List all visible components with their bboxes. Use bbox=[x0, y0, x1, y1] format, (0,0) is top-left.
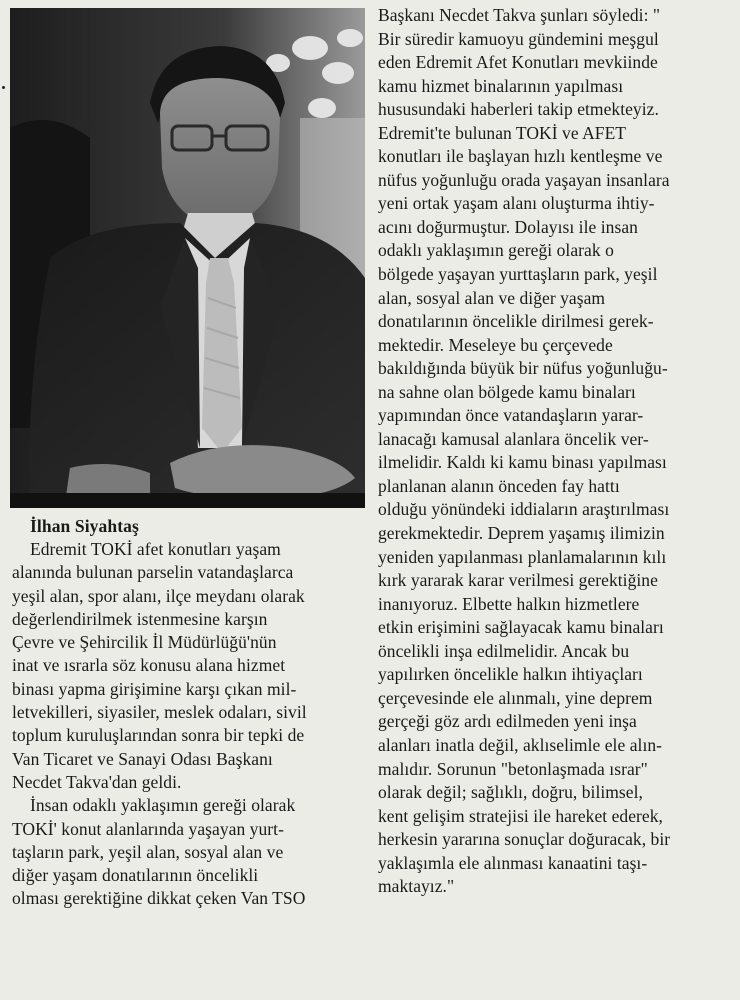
print-speck bbox=[2, 86, 5, 89]
text-line: yapılırken öncelikle halkın ihtiyaçları bbox=[378, 664, 643, 685]
text-line: olarak değil; sağlıklı, doğru, bilimsel, bbox=[378, 782, 643, 803]
article-paragraph-1 bbox=[12, 538, 364, 794]
text-line: hususundaki haberleri takip etmekteyiz. bbox=[378, 99, 659, 120]
article-paragraph-3 bbox=[378, 4, 730, 899]
text-line: İnsan odaklı yaklaşımın gereği olarak bbox=[30, 795, 296, 816]
text-line: yaklaşımla ele alınması kanaatini taşı- bbox=[378, 852, 648, 873]
text-line: olması gerektiğine dikkat çeken Van TSO bbox=[12, 888, 306, 909]
text-line: maktayız." bbox=[378, 876, 455, 897]
text-line: Başkanı Necdet Takva şunları söyledi: " bbox=[378, 5, 661, 25]
left-column bbox=[12, 514, 364, 911]
text-line: donatılarının öncelikle dirilmesi gerek- bbox=[378, 311, 654, 332]
text-line: alan, sosyal alan ve diğer yaşam bbox=[378, 287, 606, 308]
text-line: eden Edremit Afet Konutları mevkiinde bbox=[378, 52, 658, 73]
text-line: odaklı yaklaşımın gereği olarak o bbox=[378, 240, 614, 261]
text-line: Edremit TOKİ afet konutları yaşam bbox=[30, 539, 281, 559]
text-line: mektedir. Meseleye bu çerçevede bbox=[378, 334, 613, 355]
text-line: diğer yaşam donatılarının öncelikli bbox=[12, 865, 259, 886]
text-line: na sahne olan bölgede kamu binaları bbox=[378, 381, 636, 402]
text-line: toplum kuruluşlarından sonra bir tepki de bbox=[12, 725, 305, 746]
text-line: binası yapma girişimine karşı çıkan mil- bbox=[12, 678, 297, 699]
text-line: yapımından önce vatandaşların yarar- bbox=[378, 405, 644, 426]
text-line: taşların park, yeşil alan, sosyal alan ve bbox=[12, 841, 284, 862]
text-line: Edremit'te bulunan TOKİ ve AFET bbox=[378, 122, 627, 143]
text-line: Van Ticaret ve Sanayi Odası Başkanı bbox=[12, 748, 273, 769]
text-line: ilmelidir. Kaldı ki kamu binası yapılması bbox=[378, 452, 667, 473]
text-line: letvekilleri, siyasiler, meslek odaları, sivil bbox=[12, 702, 307, 723]
text-line: bakıldığında büyük bir nüfus yoğunluğu- bbox=[378, 358, 668, 379]
text-line: yeni ortak yaşam alanı oluşturma ihtiy- bbox=[378, 193, 655, 214]
article-paragraph-2 bbox=[12, 794, 364, 910]
text-line: malıdır. Sorunun "betonlaşmada ısrar" bbox=[378, 758, 648, 779]
text-line: inanıyoruz. Elbette halkın hizmetlere bbox=[378, 593, 640, 614]
text-line: yeşil alan, spor alanı, ilçe meydanı olarak bbox=[12, 585, 305, 606]
text-line: herkesin yararına sonuçlar doğuracak, bir bbox=[378, 829, 671, 850]
text-line: gerçeği göz ardı edilmeden yeni inşa bbox=[378, 711, 637, 732]
text-line: konutları ile başlayan hızlı kentleşme ve bbox=[378, 146, 663, 167]
text-line: alanında bulunan parselin vatandaşlarca bbox=[12, 562, 294, 583]
text-line: planlanan alanın önceden fay hattı bbox=[378, 475, 620, 496]
text-line: yeniden yapılanması planlamalarının kılı bbox=[378, 546, 667, 567]
text-line: olduğu yönündeki iddiaların araştırılması bbox=[378, 499, 670, 520]
text-line: nüfus yoğunluğu orada yaşayan insanlara bbox=[378, 169, 670, 190]
text-line: gerekmektedir. Deprem yaşamış ilimizin bbox=[378, 523, 665, 544]
text-line: değerlendirilmek istenmesine karşın bbox=[12, 608, 268, 629]
byline: İlhan Siyahtaş bbox=[30, 516, 139, 536]
text-line: alanları inatla değil, aklıselimle ele alın- bbox=[378, 734, 663, 755]
text-line: acını doğurmuştur. Dolayısı ile insan bbox=[378, 216, 638, 237]
text-line: TOKİ' konut alanlarında yaşayan yurt- bbox=[12, 818, 284, 839]
right-column bbox=[378, 4, 730, 899]
text-line: öncelikli inşa edilmelidir. Ancak bu bbox=[378, 640, 630, 661]
text-line: bölgede yaşayan yurttaşların park, yeşil bbox=[378, 264, 658, 285]
text-line: çerçevesinde ele alınmalı, yine deprem bbox=[378, 687, 653, 708]
text-line: kırk yararak karar verilmesi gerektiğine bbox=[378, 570, 658, 591]
portrait-photo bbox=[10, 8, 365, 508]
text-line: kamu hizmet binalarının yapılması bbox=[378, 75, 624, 96]
text-line: inat ve ısrarla söz konusu alana hizmet bbox=[12, 655, 286, 676]
text-line: kent gelişim stratejisi ile hareket ederek, bbox=[378, 805, 663, 826]
text-line: Necdet Takva'dan geldi. bbox=[12, 771, 182, 792]
text-line: Çevre ve Şehircilik İl Müdürlüğü'nün bbox=[12, 632, 277, 653]
text-line: Bir süredir kamuoyu gündemini meşgul bbox=[378, 28, 659, 49]
text-line: etkin erişimini sağlayacak kamu binaları bbox=[378, 617, 664, 638]
text-line: lanacağı kamusal alanlara öncelik ver- bbox=[378, 428, 649, 449]
